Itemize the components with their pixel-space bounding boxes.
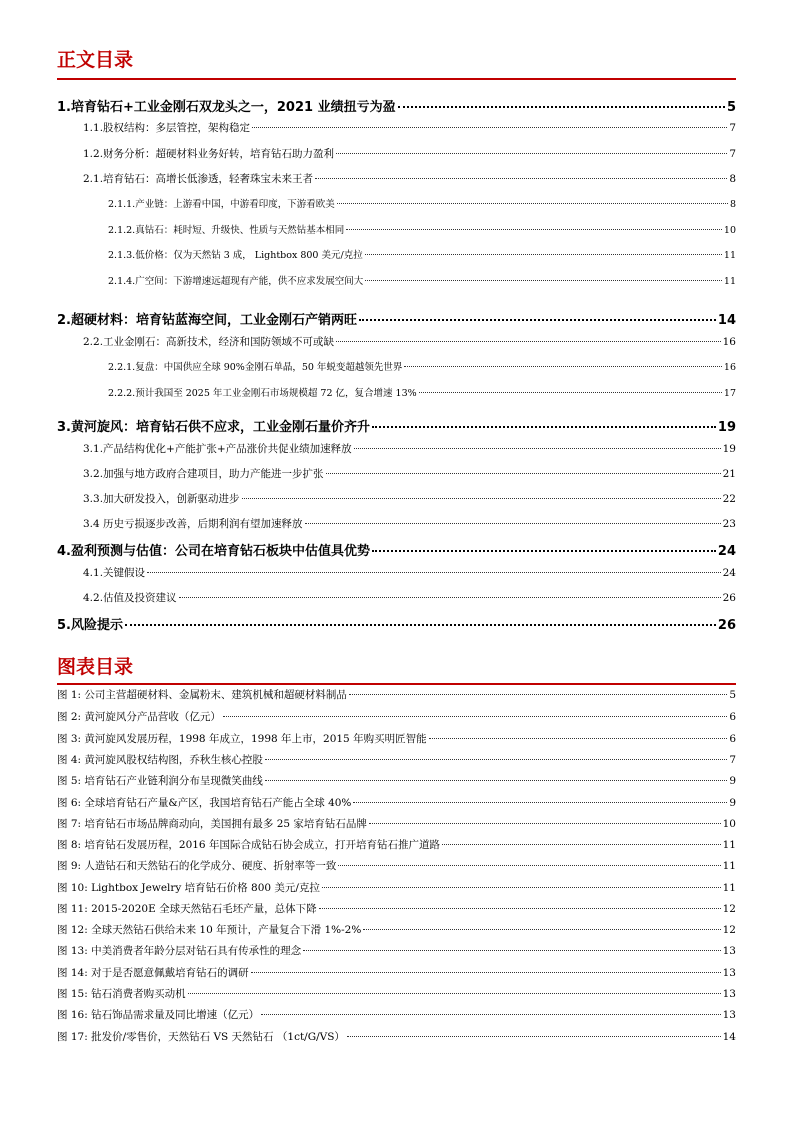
figure-entry-page: 5 <box>729 689 736 701</box>
figure-entry[interactable] <box>57 965 736 980</box>
toc-entry-page: 11 <box>723 276 736 287</box>
dot-leader <box>337 203 728 204</box>
toc-entry-title: 3.4 历史亏损逐步改善，后期利润有望加速释放 <box>83 518 303 530</box>
toc-entry-title: 2.2.工业金刚石：高新技术，经济和国防领域不可或缺 <box>83 336 335 348</box>
toc-entry[interactable] <box>83 441 736 456</box>
toc-entry-title: 3.3.加大研发投入，创新驱动进步 <box>83 493 240 505</box>
toc-entry-page: 11 <box>723 250 736 261</box>
figure-entry[interactable] <box>57 816 736 831</box>
figure-entry[interactable] <box>57 709 736 724</box>
figure-entry-title: 图 17: 批发价/零售价，天然钻石 VS 天然钻石 （1ct/G/VS） <box>57 1031 345 1043</box>
figure-entry[interactable] <box>57 773 736 788</box>
figure-entry-page: 12 <box>722 924 736 936</box>
toc-entry-title: 1.2.财务分析：超硬材料业务好转，培育钻石助力盈利 <box>83 148 335 160</box>
toc-title-rule <box>57 78 736 80</box>
toc-entry[interactable] <box>83 491 736 506</box>
dot-leader <box>251 972 721 973</box>
toc-entry[interactable] <box>108 196 736 210</box>
toc-entry-page: 16 <box>722 336 736 348</box>
dot-leader <box>322 887 721 888</box>
toc-entry-title: 4.盈利预测与估值：公司在培育钻石板块中估值具优势 <box>57 544 370 559</box>
figure-entry[interactable] <box>57 752 736 767</box>
figure-entry-title: 图 16: 钻石饰品需求量及同比增速（亿元） <box>57 1009 260 1021</box>
toc-entry[interactable] <box>108 273 736 287</box>
toc-entry[interactable] <box>57 540 736 559</box>
figure-entry[interactable] <box>57 731 736 746</box>
dot-leader <box>252 127 727 128</box>
toc-entry-page: 22 <box>722 493 736 505</box>
dot-leader <box>326 473 721 474</box>
toc-entry-page: 16 <box>723 362 736 373</box>
figure-entry[interactable] <box>57 687 736 702</box>
toc-entry[interactable] <box>83 120 736 135</box>
toc-entry[interactable] <box>83 466 736 481</box>
toc-entry-title: 5.风险提示 <box>57 618 123 633</box>
toc-entry[interactable] <box>108 222 736 236</box>
toc-entry-page: 23 <box>722 518 736 530</box>
figure-entry-title: 图 8: 培育钻石发展历程，2016 年国际合成钻石协会成立，打开培育钻石推广道路 <box>57 839 440 851</box>
dot-leader <box>336 341 721 342</box>
dot-leader <box>346 229 722 230</box>
toc-entry-page: 21 <box>722 468 736 480</box>
toc-entry[interactable] <box>57 614 736 633</box>
figure-entry[interactable] <box>57 1029 736 1044</box>
toc-entry[interactable] <box>108 247 736 261</box>
figure-entry[interactable] <box>57 880 736 895</box>
figure-entry[interactable] <box>57 837 736 852</box>
dot-leader <box>429 738 728 739</box>
toc-entry[interactable] <box>83 171 736 186</box>
figure-entry-page: 9 <box>729 775 736 787</box>
toc-entry-title: 2.1.培育钻石：高增长低渗透，轻奢珠宝未来王者 <box>83 173 314 185</box>
toc-entry-page: 10 <box>723 225 736 236</box>
figure-entry-page: 7 <box>729 754 736 766</box>
dot-leader <box>261 1014 721 1015</box>
figure-entry-title: 图 4: 黄河旋风股权结构图，乔秋生核心控股 <box>57 754 263 766</box>
toc-title: 正文目录 <box>57 49 134 71</box>
toc-entry-title: 2.1.3.低价格：仅为天然钻 3 成， Lightbox 800 美元/克拉 <box>108 250 363 261</box>
figure-entry[interactable] <box>57 858 736 873</box>
figure-entry-title: 图 7: 培育钻石市场品牌商动向，美国拥有最多 25 家培育钻石品牌 <box>57 818 367 830</box>
figures-title: 图表目录 <box>57 656 134 678</box>
dot-leader <box>265 759 727 760</box>
dot-leader <box>347 1036 721 1037</box>
dot-leader <box>354 448 721 449</box>
dot-leader <box>372 550 716 552</box>
toc-entry[interactable] <box>57 416 736 435</box>
toc-entry[interactable] <box>57 96 736 115</box>
figure-entry-page: 13 <box>722 945 736 957</box>
toc-entry-page: 19 <box>717 420 736 435</box>
toc-entry-title: 2.超硬材料：培育钻蓝海空间，工业金刚石产销两旺 <box>57 313 357 328</box>
toc-entry-title: 4.1.关键假设 <box>83 567 146 579</box>
toc-entry[interactable] <box>108 385 736 399</box>
figure-entry-title: 图 5: 培育钻石产业链利润分布呈现微笑曲线 <box>57 775 263 787</box>
toc-entry[interactable] <box>57 309 736 328</box>
dot-leader <box>315 178 727 179</box>
figure-entry-title: 图 2: 黄河旋风分产品营收（亿元） <box>57 711 221 723</box>
toc-entry-page: 8 <box>729 173 736 185</box>
dot-leader <box>319 908 721 909</box>
toc-entry[interactable] <box>83 516 736 531</box>
toc-entry-page: 17 <box>723 388 736 399</box>
dot-leader <box>398 106 725 108</box>
figure-entry-page: 12 <box>722 903 736 915</box>
dot-leader <box>365 280 722 281</box>
toc-entry-title: 3.2.加强与地方政府合建项目，助力产能进一步扩张 <box>83 468 324 480</box>
figure-entry-page: 10 <box>722 818 736 830</box>
figure-entry-page: 11 <box>722 882 736 894</box>
figure-entry-page: 13 <box>722 967 736 979</box>
dot-leader <box>223 716 727 717</box>
toc-entry-title: 2.1.4.广空间：下游增速远超现有产能，供不应求发展空间大 <box>108 276 364 287</box>
toc-entry-title: 1.1.股权结构：多层管控，架构稳定 <box>83 122 251 134</box>
figure-entry-title: 图 6: 全球培育钻石产量&产区，我国培育钻石产能占全球 40% <box>57 797 352 809</box>
figure-entry-title: 图 11: 2015-2020E 全球天然钻石毛坯产量，总体下降 <box>57 903 317 915</box>
toc-entry-title: 4.2.估值及投资建议 <box>83 592 177 604</box>
figure-entry[interactable] <box>57 901 736 916</box>
dot-leader <box>305 523 721 524</box>
figure-entry-page: 14 <box>722 1031 736 1043</box>
toc-entry-title: 2.2.2.预计我国至 2025 年工业金刚石市场规模超 72 亿，复合增速 13% <box>108 388 417 399</box>
figure-entry-title: 图 10: Lightbox Jewelry 培育钻石价格 800 美元/克拉 <box>57 882 320 894</box>
dot-leader <box>419 392 722 393</box>
dot-leader <box>363 929 720 930</box>
dot-leader <box>369 823 721 824</box>
dot-leader <box>353 802 727 803</box>
toc-entry[interactable] <box>83 146 736 161</box>
toc-entry-page: 19 <box>722 443 736 455</box>
dot-leader <box>188 993 721 994</box>
figures-title-rule <box>57 683 736 685</box>
figure-entry-title: 图 3: 黄河旋风发展历程，1998 年成立，1998 年上市，2015 年购买明匠智能 <box>57 733 427 745</box>
figure-entry[interactable] <box>57 795 736 810</box>
figure-entry-title: 图 12: 全球天然钻石供给未来 10 年预计，产量复合下滑 1%-2% <box>57 924 362 936</box>
figure-entry[interactable] <box>57 986 736 1001</box>
toc-entry[interactable] <box>83 565 736 580</box>
figure-entry-page: 13 <box>722 988 736 1000</box>
figure-entry-page: 9 <box>729 797 736 809</box>
dot-leader <box>179 597 721 598</box>
dot-leader <box>336 153 727 154</box>
toc-entry-title: 2.2.1.复盘：中国供应全球 90%金刚石单晶，50 年蜕变超越领先世界 <box>108 362 403 373</box>
toc-entry-title: 3.黄河旋风：培育钻石供不应求，工业金刚石量价齐升 <box>57 420 370 435</box>
figure-entry-title: 图 13: 中美消费者年龄分层对钻石具有传承性的理念 <box>57 945 302 957</box>
dot-leader <box>359 319 716 321</box>
dot-leader <box>242 498 721 499</box>
toc-entry-title: 1.培育钻石+工业金刚石双龙头之一，2021 业绩扭亏为盈 <box>57 100 396 115</box>
toc-entry-page: 26 <box>722 592 736 604</box>
toc-entry-page: 8 <box>729 199 736 210</box>
dot-leader <box>303 950 721 951</box>
figure-entry-page: 6 <box>729 733 736 745</box>
figure-entry[interactable] <box>57 922 736 937</box>
toc-entry-page: 24 <box>717 544 736 559</box>
figure-entry-page: 13 <box>722 1009 736 1021</box>
toc-entry-page: 7 <box>729 122 736 134</box>
figure-entry-page: 11 <box>722 839 736 851</box>
toc-entry-page: 14 <box>717 313 736 328</box>
figure-entry-page: 11 <box>722 860 736 872</box>
toc-entry-title: 2.1.1.产业链：上游看中国，中游看印度，下游看欧美 <box>108 199 335 210</box>
figure-entry-page: 6 <box>729 711 736 723</box>
toc-entry-title: 3.1.产品结构优化+产能扩张+产品涨价共促业绩加速释放 <box>83 443 352 455</box>
dot-leader <box>147 572 721 573</box>
figure-entry-title: 图 9: 人造钻石和天然钻石的化学成分、硬度、折射率等一致 <box>57 860 337 872</box>
toc-entry-page: 7 <box>729 148 736 160</box>
figure-entry-title: 图 15: 钻石消费者购买动机 <box>57 988 186 1000</box>
toc-entry-page: 26 <box>717 618 736 633</box>
figure-entry-title: 图 14: 对于是否愿意佩戴培育钻石的调研 <box>57 967 249 979</box>
toc-entry-page: 5 <box>726 100 736 115</box>
dot-leader <box>349 694 727 695</box>
dot-leader <box>372 426 716 428</box>
dot-leader <box>365 254 722 255</box>
figure-entry[interactable] <box>57 1007 736 1022</box>
toc-entry[interactable] <box>108 359 736 373</box>
dot-leader <box>442 844 721 845</box>
dot-leader <box>265 780 727 781</box>
dot-leader <box>404 366 721 367</box>
figure-entry[interactable] <box>57 943 736 958</box>
toc-entry-page: 24 <box>722 567 736 579</box>
dot-leader <box>338 865 720 866</box>
toc-entry-title: 2.1.2.真钻石：耗时短、升级快、性质与天然钻基本相同 <box>108 225 345 236</box>
toc-entry[interactable] <box>83 590 736 605</box>
figure-entry-title: 图 1: 公司主营超硬材料、金属粉末、建筑机械和超硬材料制品 <box>57 689 347 701</box>
dot-leader <box>125 624 716 626</box>
toc-entry[interactable] <box>83 334 736 349</box>
